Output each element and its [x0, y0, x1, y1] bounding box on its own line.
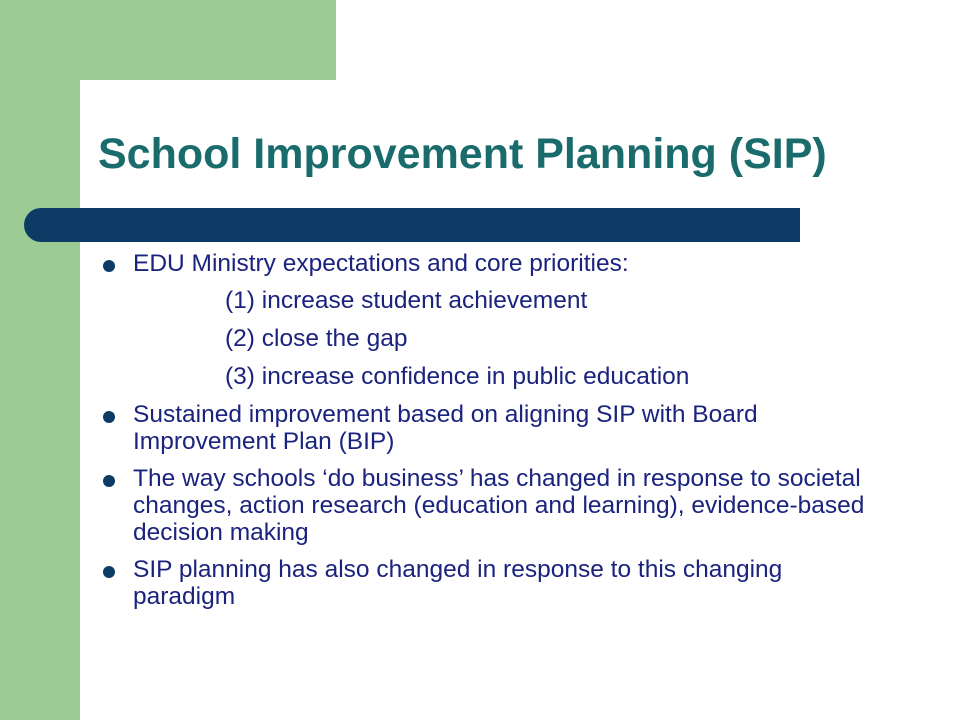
bullet-item: [103, 556, 883, 610]
bullet-item: [103, 465, 883, 546]
bullet-text: SIP planning has also changed in response to this changing paradigm: [133, 556, 783, 610]
bullet-text: Sustained improvement based on aligning SIP with Board Improvement Plan (BIP): [133, 401, 758, 455]
title-underline-bar: [24, 208, 800, 242]
decorative-green-band: [0, 0, 80, 720]
bullet-text: The way schools ‘do business’ has changed in response to societal changes, action research (education and learning), evidence-based decision making: [133, 465, 865, 546]
sub-list: [133, 287, 883, 390]
sub-item: (2) close the gap: [225, 325, 408, 352]
sub-item: (3) increase confidence in public education: [225, 363, 690, 390]
bullet-list: [103, 250, 883, 620]
sub-item: (1) increase student achievement: [225, 287, 588, 314]
bullet-item: [103, 250, 883, 390]
bullet-dot-icon: [103, 566, 115, 578]
bullet-dot-icon: [103, 260, 115, 272]
bullet-dot-icon: [103, 411, 115, 423]
bullet-dot-icon: [103, 475, 115, 487]
bullet-item: [103, 401, 883, 455]
bullet-text: EDU Ministry expectations and core priorities:: [133, 250, 629, 277]
slide-title: School Improvement Planning (SIP): [98, 130, 827, 178]
